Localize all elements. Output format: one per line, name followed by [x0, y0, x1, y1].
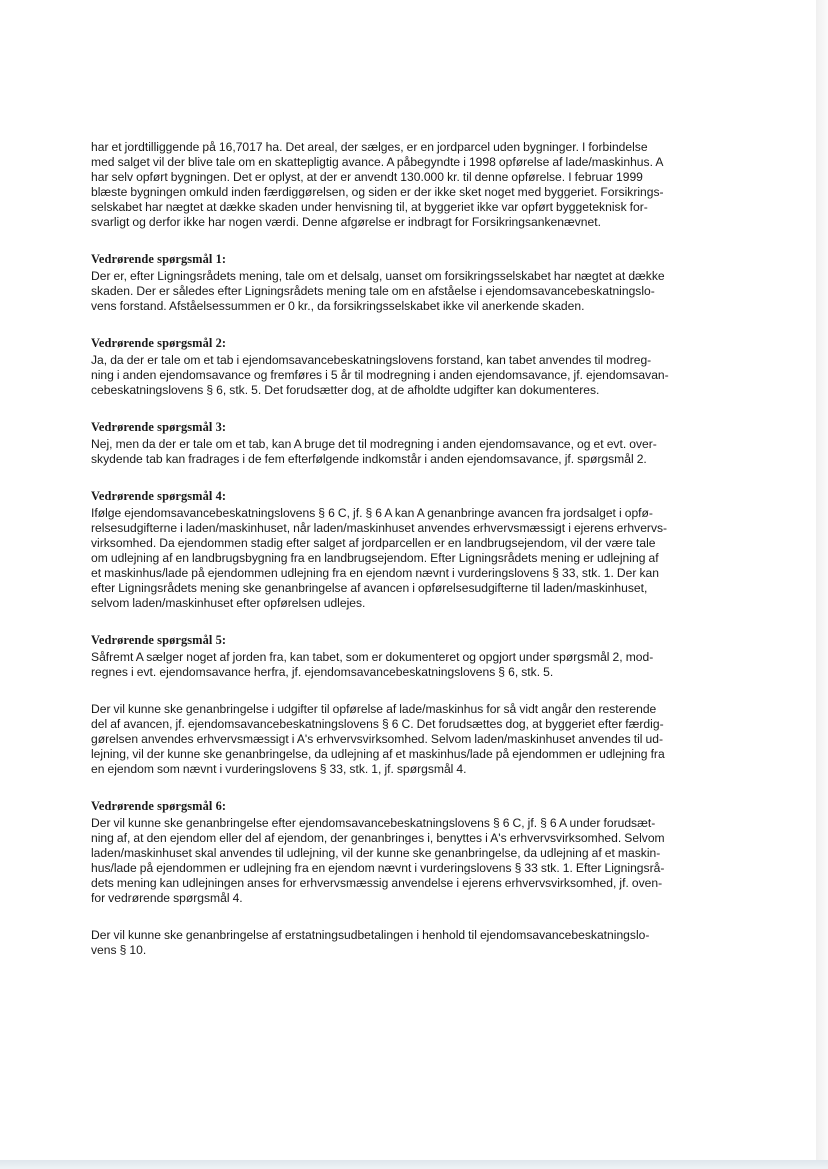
text-line: skaden. Der er således efter Ligningsrådets mening tale om en afståelse i ejendomsavancebeskatningslo-	[91, 284, 655, 298]
page-edge-bottom	[0, 1160, 828, 1169]
text-line: Der vil kunne ske genanbringelse af erstatningsudbetalingen i henhold til ejendomsavancebeskatningslo-	[91, 928, 650, 942]
text-line: cebeskatningslovens § 6, stk. 5. Det forudsætter dog, at de afholdte udgifter kan dokumenteres.	[91, 383, 600, 397]
text-line: dets mening kan udlejningen anses for erhvervsmæssig anvendelse i ejerens erhvervsvirksomhed, jf. oven-	[91, 876, 663, 890]
text-line: Der vil kunne ske genanbringelse i udgifter til opførelse af lade/maskinhus for så vidt angår den resterende	[91, 702, 657, 716]
text-line: for vedrørende spørgsmål 4.	[91, 891, 243, 905]
text-line: selskabet har nægtet at dække skaden under henvisning til, at byggeriet ikke var opført byggeteknisk for-	[91, 200, 648, 214]
section-body	[91, 437, 736, 467]
section-question-5	[91, 633, 736, 680]
page-edge-right	[816, 0, 828, 1169]
middle-paragraph	[91, 702, 736, 777]
text-line: selvom laden/maskinhuset efter opførelsen udlejes.	[91, 596, 366, 610]
text-line: ning i anden ejendomsavance og fremføres i 5 år til modregning i anden ejendomsavance, jf. ejendomsavan-	[91, 368, 669, 382]
text-line: gørelsen anvendes erhvervsmæssigt i A's erhvervsvirksomhed. Selvom laden/maskinhuset anvendes til ud-	[91, 732, 664, 746]
section-body	[91, 650, 736, 680]
section-question-6	[91, 799, 736, 906]
section-body	[91, 269, 736, 314]
text-line: om udlejning af en landbrugsbygning fra en landbrugsejendom. Efter Ligningsrådets mening er udlejning af	[91, 551, 659, 565]
text-line: efter Ligningsrådets mening ske genanbringelse af avancen i opførelsesudgifterne til laden/maskinhuset,	[91, 581, 648, 595]
section-body	[91, 353, 736, 398]
section-heading: Vedrørende spørgsmål 6:	[91, 799, 227, 813]
intro-paragraph	[91, 140, 736, 230]
text-line: hus/lade på ejendommen er udlejning fra en ejendom nævnt i vurderingslovens § 33 stk. 1. Efter Ligningsrå-	[91, 861, 665, 875]
section-heading: Vedrørende spørgsmål 3:	[91, 420, 227, 434]
text-line: svarligt og derfor ikke har nogen værdi. Denne afgørelse er indbragt for Forsikringsankenævnet.	[91, 215, 601, 229]
text-line: blæste bygningen omkuld inden færdiggørelsen, og siden er der ikke sket noget med byggeriet. Forsikrings-	[91, 185, 664, 199]
text-line: virksomhed. Da ejendommen stadig efter salget af jordparcellen er en landbrugsejendom, vil der være tale	[91, 536, 656, 550]
text-line: Nej, men da der er tale om et tab, kan A bruge det til modregning i anden ejendomsavance, og et evt. over-	[91, 437, 657, 451]
text-line: regnes i evt. ejendomsavance herfra, jf. ejendomsavancebeskatningslovens § 6, stk. 5.	[91, 665, 554, 679]
section-question-4	[91, 489, 736, 611]
section-heading: Vedrørende spørgsmål 5:	[91, 633, 227, 647]
text-line: lejning, vil der kunne ske genanbringelse, da udlejning af et maskinhus/lade på ejendommen er udlejning fra	[91, 747, 665, 761]
section-heading: Vedrørende spørgsmål 2:	[91, 336, 227, 350]
text-line: med salget vil der blive tale om en skattepligtig avance. A påbegyndte i 1998 opførelse af lade/maskinhus. A	[91, 155, 664, 169]
section-heading: Vedrørende spørgsmål 4:	[91, 489, 227, 503]
text-line: skydende tab kan fradrages i de fem efterfølgende indkomstår i anden ejendomsavance, jf. spørgsmål 2.	[91, 452, 647, 466]
text-line: Ja, da der er tale om et tab i ejendomsavancebeskatningslovens forstand, kan tabet anvendes til modreg-	[91, 353, 652, 367]
text-line: vens forstand. Afståelsessummen er 0 kr., da forsikringsselskabet ikke vil anerkende skaden.	[91, 299, 585, 313]
text-line: et maskinhus/lade på ejendommen udlejning fra en ejendom nævnt i vurderingslovens § 33, stk. 1. Der kan	[91, 566, 659, 580]
text-line: Der vil kunne ske genanbringelse efter ejendomsavancebeskatningslovens § 6 C, jf. § 6 A under forudsæt-	[91, 816, 656, 830]
document-body	[91, 140, 736, 973]
text-line: laden/maskinhuset skal anvendes til udlejning, vil der kunne ske genanbringelse, da udlejning af et maskin-	[91, 846, 661, 860]
text-line: en ejendom som nævnt i vurderingslovens § 33, stk. 1, jf. spørgsmål 4.	[91, 762, 467, 776]
section-question-2	[91, 336, 736, 398]
text-line: del af avancen, jf. ejendomsavancebeskatningslovens § 6 C. Det forudsættes dog, at byggeriet efter færdig-	[91, 717, 664, 731]
section-body	[91, 816, 736, 906]
text-line: Ifølge ejendomsavancebeskatningslovens § 6 C, jf. § 6 A kan A genanbringe avancen fra jordsalget i opfø-	[91, 506, 653, 520]
text-line: har et jordtilliggende på 16,7017 ha. Det areal, der sælges, er en jordparcel uden bygninger. I forbindelse	[91, 140, 648, 154]
text-line: Såfremt A sælger noget af jorden fra, kan tabet, som er dokumenteret og opgjort under spørgsmål 2, mod-	[91, 650, 654, 664]
section-question-1	[91, 252, 736, 314]
text-line: har selv opført bygningen. Det er oplyst, at der er anvendt 130.000 kr. til denne opførelse. I februar 1999	[91, 170, 643, 184]
final-paragraph	[91, 928, 736, 958]
text-line: ning af, at den ejendom eller del af ejendom, der genanbringes i, benyttes i A's erhvervsvirksomhed. Selvom	[91, 831, 665, 845]
text-line: vens § 10.	[91, 943, 147, 957]
section-question-3	[91, 420, 736, 467]
section-body	[91, 506, 736, 611]
text-line: relsesudgifterne i laden/maskinhuset, når laden/maskinhuset anvendes erhvervsmæssigt i ejerens erhvervs-	[91, 521, 668, 535]
text-line: Der er, efter Ligningsrådets mening, tale om et delsalg, uanset om forsikringsselskabet har nægtet at dække	[91, 269, 665, 283]
section-heading: Vedrørende spørgsmål 1:	[91, 252, 227, 266]
